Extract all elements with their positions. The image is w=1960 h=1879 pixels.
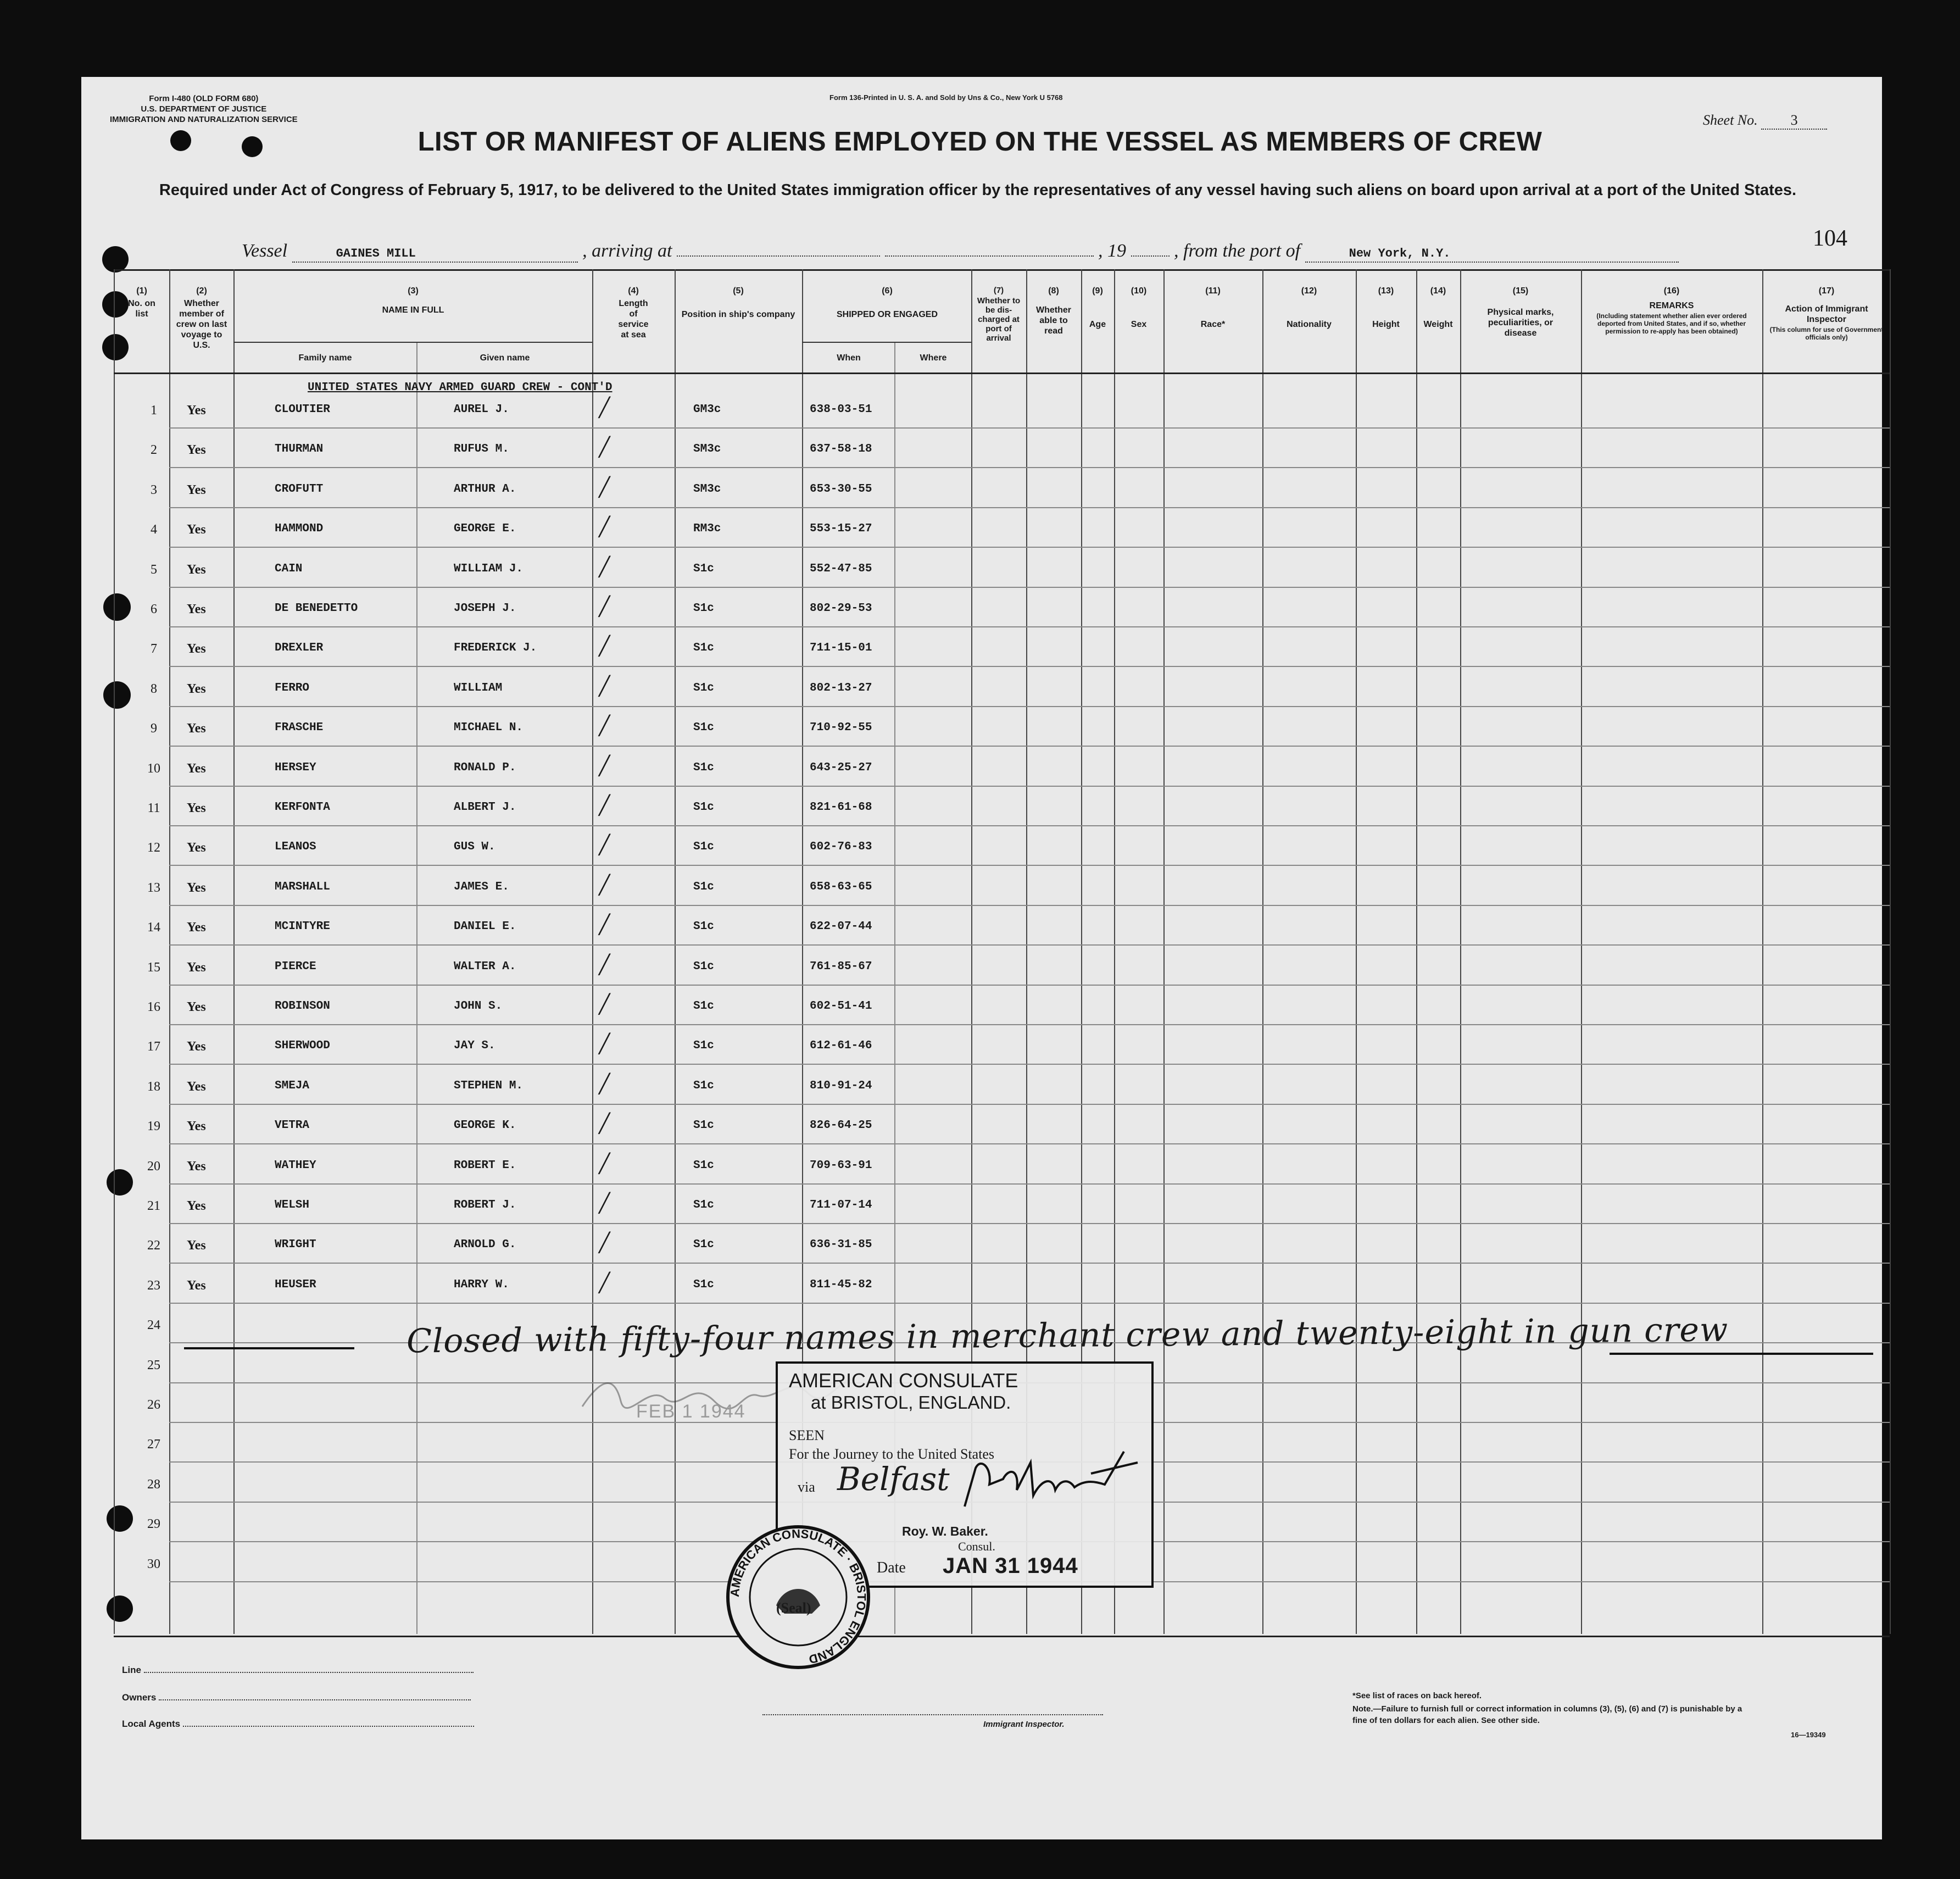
position-cell: GM3c [693,403,721,416]
position-cell: S1c [693,682,714,694]
member-cell: Yes [187,522,206,537]
member-cell: Yes [187,841,206,855]
member-cell: Yes [187,801,206,815]
family-name-cell: SHERWOOD [275,1039,330,1052]
member-cell: Yes [187,1238,206,1253]
row-rule [169,905,1890,906]
row-number: 15 [147,960,160,975]
family-name-cell: HEUSER [275,1278,316,1291]
header-subrule [233,342,592,343]
row-number: 28 [147,1477,160,1492]
row-rule [169,1024,1890,1025]
row-number: 5 [151,563,157,577]
col-divider [1581,269,1582,1634]
row-number: 22 [147,1238,160,1253]
from-port: New York, N.Y. [1305,241,1679,263]
position-cell: S1c [693,801,714,814]
row-number: 12 [147,841,160,855]
col-header-member: (2) Whether member of crew on last voyage to U.S. [176,286,227,350]
member-cell: Yes [187,761,206,776]
stamp-journey: For the Journey to the United States [789,1446,995,1462]
col-header-family: Family name [298,353,352,363]
member-cell: Yes [187,682,206,696]
position-cell: S1c [693,602,714,615]
row-rule [169,666,1890,667]
row-number: 17 [147,1039,160,1054]
footer-note2: Note.—Failure to furnish full or correct information in columns (3), (5), (6) and (7) is punishable by a fine of ten dollars for each alien. See other side. [1352,1704,1742,1725]
member-cell: Yes [187,403,206,418]
row-number: 7 [151,642,157,656]
position-cell: S1c [693,960,714,973]
row-number: 23 [147,1278,160,1293]
footer-line-field [144,1672,474,1673]
shipped-when-cell: 802-29-53 [810,602,872,615]
position-cell: S1c [693,642,714,654]
member-cell: Yes [187,602,206,616]
shipped-when-cell: 622-07-44 [810,920,872,933]
row-number: 14 [147,920,160,935]
given-name-cell: ARTHUR A. [454,483,516,496]
shipped-when-cell: 802-13-27 [810,682,872,694]
row-rule [169,825,1890,826]
row-number: 29 [147,1517,160,1531]
row-number: 10 [147,761,160,776]
position-cell: S1c [693,881,714,893]
member-cell: Yes [187,563,206,577]
given-name-cell: STEPHEN M. [454,1080,524,1092]
footer-owners-field [159,1699,471,1700]
given-name-cell: DANIEL E. [454,920,516,933]
row-number: 1 [151,403,157,418]
position-cell: S1c [693,841,714,853]
row-rule [169,467,1890,468]
member-cell: Yes [187,1159,206,1174]
row-number: 18 [147,1080,160,1094]
row-number: 24 [147,1318,160,1332]
shipped-when-cell: 811-45-82 [810,1278,872,1291]
col-header-weight: (14) Weight [1423,286,1453,329]
family-name-cell: CLOUTIER [275,403,330,416]
footer-line-label: Line [122,1665,141,1675]
shipped-when-cell: 638-03-51 [810,403,872,416]
closing-note-rule-left [184,1347,354,1349]
service-checkmark: ╱ [599,755,610,777]
page-title: LIST OR MANIFEST OF ALIENS EMPLOYED ON THE VESSEL AS MEMBERS OF CREW [417,127,1543,157]
row-rule [169,427,1890,429]
shipped-when-cell: 637-58-18 [810,443,872,455]
family-name-cell: PIERCE [275,960,316,973]
given-name-cell: RUFUS M. [454,443,509,455]
position-cell: RM3c [693,522,721,535]
stamp-date-value: JAN 31 1944 [943,1554,1078,1578]
footer-agents-label: Local Agents [122,1719,181,1729]
family-name-cell: MCINTYRE [275,920,330,933]
col-divider [1890,269,1891,1634]
position-cell: S1c [693,721,714,734]
given-name-cell: GEORGE K. [454,1119,516,1132]
row-number: 30 [147,1557,160,1571]
col-divider [169,269,170,1634]
position-cell: S1c [693,1119,714,1132]
service-checkmark: ╱ [599,914,610,936]
row-number: 26 [147,1398,160,1412]
family-name-cell: HAMMOND [275,522,324,535]
member-cell: Yes [187,920,206,935]
form-id [110,93,298,125]
arriving-label: , arriving at [582,241,672,261]
row-number: 11 [147,801,160,815]
inspector-label: Immigrant Inspector. [983,1720,1065,1729]
col-header-shipped: (6) SHIPPED OR ENGAGED [836,286,938,319]
col-header-position: (5) Position in ship's company [681,286,795,319]
given-name-cell: JAY S. [454,1039,495,1052]
family-name-cell: CROFUTT [275,483,324,496]
service-checkmark: ╱ [599,516,610,538]
family-name-cell: WRIGHT [275,1238,316,1251]
col-header-physical: (15) Physical marks, peculiarities, or disease [1487,286,1554,338]
col-header-action: (17) Action of Immigrant Inspector (This column for use of Government officials only) [1769,286,1884,341]
row-rule [169,1223,1890,1224]
col-header-nationality: (12) Nationality [1287,286,1332,329]
row-rule [169,1104,1890,1105]
row-number: 3 [151,483,157,497]
shipped-when-cell: 653-30-55 [810,483,872,496]
vessel-name: GAINES MILL [292,241,578,263]
col-divider [1262,269,1263,1634]
member-cell: Yes [187,1119,206,1133]
row-rule [169,706,1890,707]
row-number: 9 [151,721,157,736]
row-number: 4 [151,522,157,537]
section-heading: UNITED STATES NAVY ARMED GUARD CREW - CONT'D [308,381,612,394]
service-checkmark: ╱ [599,635,610,657]
position-cell: S1c [693,1039,714,1052]
member-cell: Yes [187,1080,206,1094]
stamp-date-label: Date [877,1559,906,1576]
family-name-cell: CAIN [275,563,303,575]
arriving-at-field [677,255,880,257]
footer-note1: *See list of races on back hereof. [1352,1691,1482,1700]
row-rule [169,1064,1890,1065]
given-name-cell: ROBERT J. [454,1199,516,1211]
row-number: 8 [151,682,157,696]
given-name-cell: JOSEPH J. [454,602,516,615]
page-number: 104 [1813,226,1847,251]
row-rule [169,626,1890,627]
shipped-when-cell: 810-91-24 [810,1080,872,1092]
row-rule [169,1303,1890,1304]
stamp-line2: at BRISTOL, ENGLAND. [811,1392,1011,1413]
col-divider [1356,269,1357,1634]
footer-agents [122,1719,474,1730]
position-cell: S1c [693,1159,714,1172]
family-name-cell: FERRO [275,682,310,694]
service-checkmark: ╱ [599,834,610,856]
form-code: 16—19349 [1791,1731,1826,1739]
inspector-signature-line [762,1714,1103,1715]
row-rule [169,786,1890,787]
row-number: 21 [147,1199,160,1213]
service-checkmark: ╱ [599,993,610,1015]
service-checkmark: ╱ [599,1073,610,1095]
page-subtitle: Required under Act of Congress of February 5, 1917, to be delivered to the United States immigration officer by the representatives of any vessel having such aliens on board upon arrival at a port of the United States. [159,181,1797,199]
position-cell: S1c [693,563,714,575]
family-name-cell: KERFONTA [275,801,330,814]
row-rule [169,985,1890,986]
shipped-when-cell: 553-15-27 [810,522,872,535]
service-checkmark: ╱ [599,1033,610,1055]
given-name-cell: ROBERT E. [454,1159,516,1172]
form-id-line1: Form I-480 (OLD FORM 680) [149,94,259,103]
service-checkmark: ╱ [599,436,610,458]
footer-agents-field [183,1726,474,1727]
service-checkmark: ╱ [599,874,610,896]
row-rule [169,865,1890,866]
shipped-when-cell: 643-25-27 [810,761,872,774]
member-cell: Yes [187,1000,206,1014]
family-name-cell: VETRA [275,1119,310,1132]
member-cell: Yes [187,443,206,457]
col-divider [675,269,676,1634]
given-name-cell: ALBERT J. [454,801,516,814]
service-checkmark: ╱ [599,954,610,976]
year-field [1131,255,1170,257]
shipped-when-cell: 826-64-25 [810,1119,872,1132]
position-cell: S1c [693,1000,714,1013]
col-header-when: When [837,353,861,363]
col-divider [592,269,593,1634]
row-rule [169,1143,1890,1144]
service-checkmark: ╱ [599,397,610,419]
row-number: 13 [147,881,160,895]
faint-stamp-date: FEB 1 1944 [636,1401,746,1422]
vessel-line [242,241,1747,263]
row-rule [169,746,1890,747]
footer-owners-label: Owners [122,1692,157,1703]
stamp-seen: SEEN [789,1427,825,1443]
family-name-cell: HERSEY [275,761,316,774]
vessel-label: Vessel [242,241,288,261]
sheet-value: 3 [1761,112,1827,130]
shipped-when-cell: 602-51-41 [810,1000,872,1013]
shipped-when-cell: 658-63-65 [810,881,872,893]
family-name-cell: MARSHALL [275,881,330,893]
col-divider [1416,269,1417,1634]
stamp-via-value: Belfast [837,1460,950,1498]
row-number: 20 [147,1159,160,1174]
service-checkmark: ╱ [599,476,610,498]
member-cell: Yes [187,1199,206,1213]
given-name-cell: GUS W. [454,841,495,853]
service-checkmark: ╱ [599,794,610,816]
given-name-cell: MICHAEL N. [454,721,524,734]
col-header-sex: (10) Sex [1131,286,1147,329]
arriving-date-field [885,255,1094,257]
punch-hole [102,246,129,273]
service-checkmark: ╱ [599,1153,610,1175]
position-cell: S1c [693,1080,714,1092]
stamp-line1: AMERICAN CONSULATE [789,1369,1018,1392]
family-name-cell: SMEJA [275,1080,310,1092]
col-header-given: Given name [480,353,530,363]
member-cell: Yes [187,721,206,736]
row-number: 6 [151,602,157,616]
col-divider [233,269,235,1634]
footer-owners [122,1692,471,1703]
given-name-cell: JOHN S. [454,1000,503,1013]
family-name-cell: DREXLER [275,642,324,654]
col-divider [114,269,115,1634]
member-cell: Yes [187,960,206,975]
shipped-when-cell: 636-31-85 [810,1238,872,1251]
closing-note: Closed with fifty-four names in merchant crew and twenty-eight in gun crew [406,1310,1729,1361]
given-name-cell: HARRY W. [454,1278,509,1291]
row-rule [169,944,1890,946]
position-cell: S1c [693,761,714,774]
given-name-cell: JAMES E. [454,881,509,893]
service-checkmark: ╱ [599,1272,610,1294]
family-name-cell: LEANOS [275,841,316,853]
family-name-cell: FRASCHE [275,721,324,734]
shipped-when-cell: 821-61-68 [810,801,872,814]
shipped-when-cell: 709-63-91 [810,1159,872,1172]
member-cell: Yes [187,1039,206,1054]
member-cell: Yes [187,642,206,656]
position-cell: SM3c [693,483,721,496]
member-cell: Yes [187,881,206,895]
header-subrule [802,342,971,343]
shipped-when-cell: 552-47-85 [810,563,872,575]
row-rule [169,507,1890,508]
row-rule [169,1263,1890,1264]
service-checkmark: ╱ [599,556,610,578]
given-name-cell: WILLIAM J. [454,563,524,575]
shipped-when-cell: 710-92-55 [810,721,872,734]
family-name-cell: DE BENEDETTO [275,602,358,615]
year-label: , 19 [1098,241,1126,261]
shipped-when-cell: 761-85-67 [810,960,872,973]
position-cell: S1c [693,920,714,933]
seal-center: (Seal) [776,1600,811,1616]
given-name-cell: WALTER A. [454,960,516,973]
stamp-signer: Roy. W. Baker. [902,1524,988,1538]
service-checkmark: ╱ [599,596,610,618]
form-id-line2: U.S. DEPARTMENT OF JUSTICE [141,104,267,114]
stamp-via-label: via [798,1479,815,1495]
col-divider [416,342,417,1634]
sheet-label: Sheet No. [1703,112,1758,128]
seal-ring-text: AMERICAN CONSULATE · BRISTOL ENGLAND [727,1526,869,1667]
given-name-cell: WILLIAM [454,682,503,694]
consulate-seal [724,1523,872,1671]
col-header-discharged: (7) Whether to be dis-charged at port of arrival [977,286,1021,343]
member-cell: Yes [187,1278,206,1293]
given-name-cell: RONALD P. [454,761,516,774]
shipped-when-cell: 602-76-83 [810,841,872,853]
col-header-no: (1) No. on list [128,286,155,319]
col-header-age: (9) Age [1089,286,1106,329]
row-number: 25 [147,1358,160,1372]
col-header-remarks: (16) REMARKS (Including statement whether alien ever ordered deported from United States, and if so, whether permission to re-apply has been obtained) [1596,286,1747,335]
service-checkmark: ╱ [599,1192,610,1214]
col-header-read: (8) Whether able to read [1036,286,1071,336]
closing-note-rule-right [1610,1353,1873,1355]
footer-line [122,1665,474,1676]
shipped-when-cell: 711-15-01 [810,642,872,654]
family-name-cell: WELSH [275,1199,310,1211]
row-rule [169,587,1890,588]
given-name-cell: ARNOLD G. [454,1238,516,1251]
given-name-cell: AUREL J. [454,403,509,416]
member-cell: Yes [187,483,206,497]
col-divider [1460,269,1461,1634]
col-header-height: (13) Height [1372,286,1400,329]
form-id-line3: IMMIGRATION AND NATURALIZATION SERVICE [110,115,298,124]
stamp-consul-signature [959,1446,1140,1512]
row-number: 2 [151,443,157,457]
col-header-race: (11) Race* [1200,286,1226,329]
service-checkmark: ╱ [599,1232,610,1254]
col-divider [1163,269,1165,1634]
shipped-when-cell: 711-07-14 [810,1199,872,1211]
given-name-cell: GEORGE E. [454,522,516,535]
service-checkmark: ╱ [599,715,610,737]
col-header-where: Where [920,353,947,363]
printer-note: Form 136-Printed in U. S. A. and Sold by Uns & Co., New York U 5768 [829,93,1063,102]
row-number: 19 [147,1119,160,1133]
row-number: 27 [147,1437,160,1452]
position-cell: S1c [693,1278,714,1291]
family-name-cell: THURMAN [275,443,324,455]
stamp-role: Consul. [958,1539,995,1553]
shipped-when-cell: 612-61-46 [810,1039,872,1052]
from-label: , from the port of [1174,241,1301,261]
family-name-cell: ROBINSON [275,1000,330,1013]
col-header-length: (4) Length of service at sea [618,286,649,340]
service-checkmark: ╱ [599,1113,610,1135]
row-number: 16 [147,1000,160,1014]
row-rule [169,547,1890,548]
col-divider [1762,269,1763,1634]
family-name-cell: WATHEY [275,1159,316,1172]
position-cell: SM3c [693,443,721,455]
col-header-name: (3) NAME IN FULL [382,286,444,315]
row-rule [169,1183,1890,1185]
position-cell: S1c [693,1199,714,1211]
service-checkmark: ╱ [599,675,610,697]
header-bottom-rule [114,373,1890,374]
given-name-cell: FREDERICK J. [454,642,537,654]
position-cell: S1c [693,1238,714,1251]
